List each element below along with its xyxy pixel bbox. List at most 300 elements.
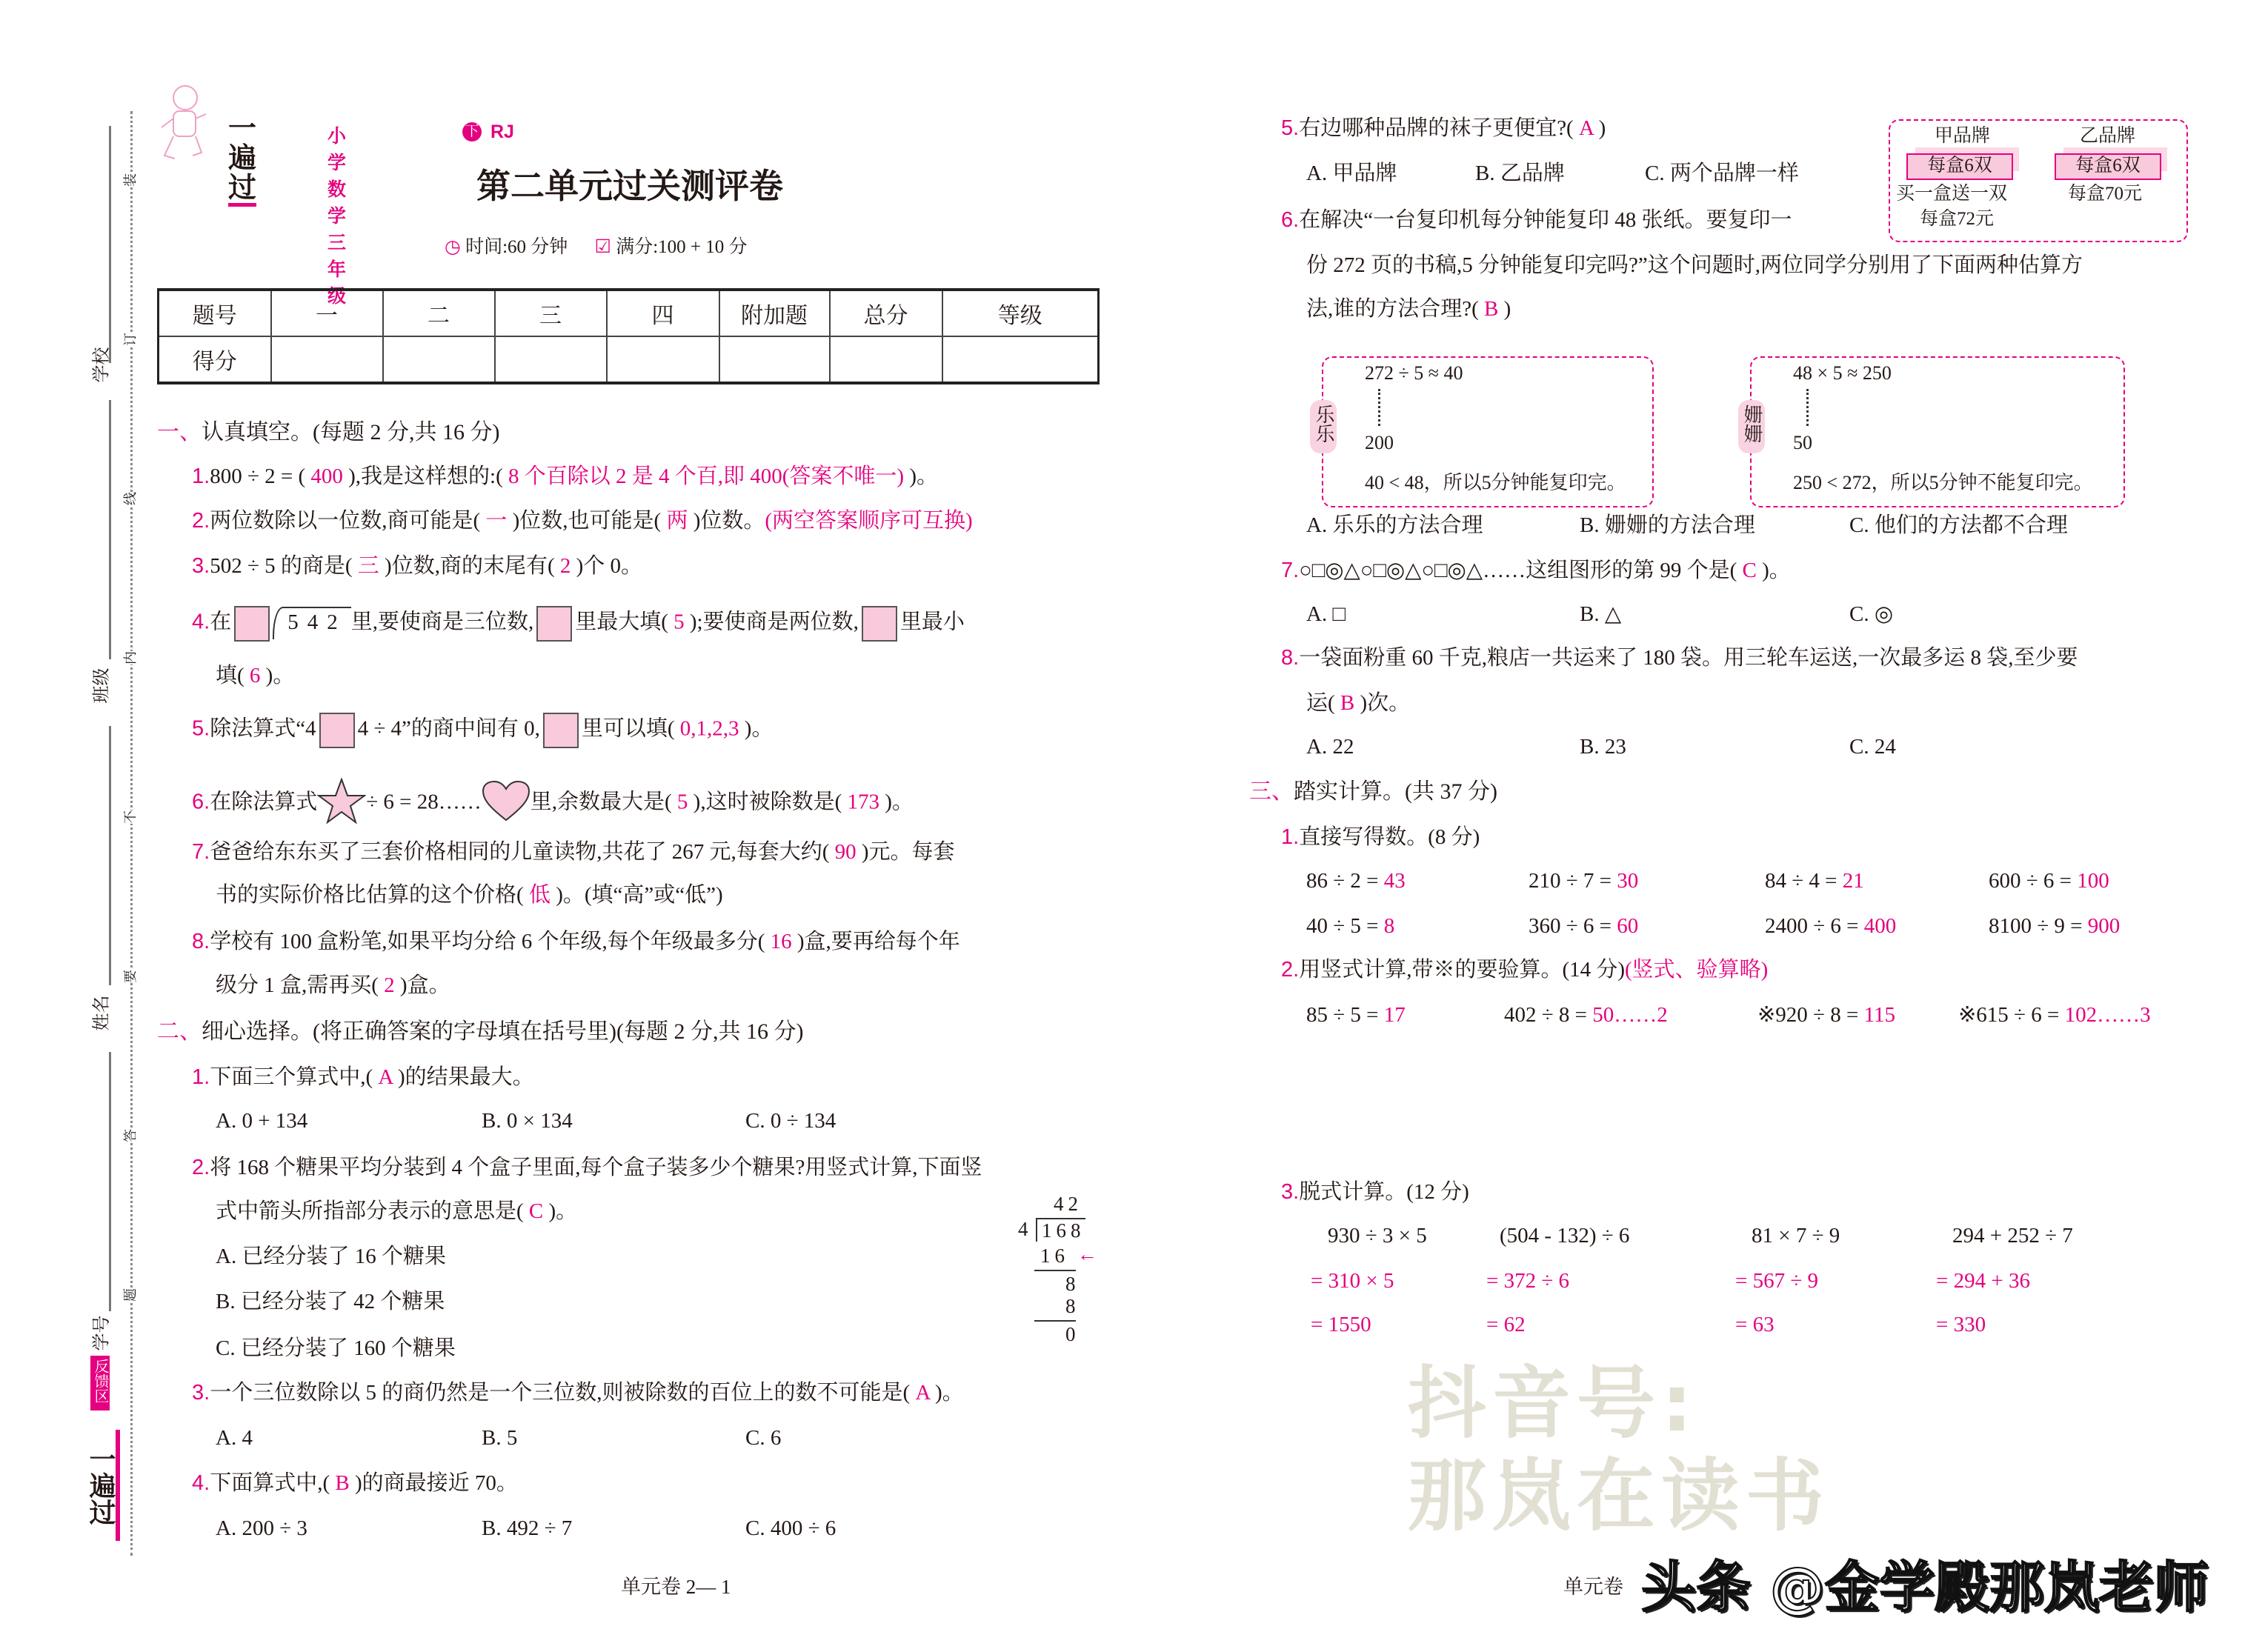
question-text: 右边哪种品牌的袜子更便宜?( — [1299, 116, 1579, 140]
option-c: C. 0 ÷ 134 — [745, 1109, 837, 1133]
question-text: )位数,商的末尾有( — [379, 554, 560, 578]
answer-text: A — [915, 1381, 930, 1405]
question-text: 里可以填( — [581, 716, 680, 741]
option-b: B. △ — [1580, 602, 1622, 626]
row-label: 得分 — [159, 336, 271, 383]
question-number: 4. — [192, 1471, 210, 1495]
s2-question-8-cont — [1306, 690, 1410, 716]
edition-label: RJ — [490, 121, 514, 142]
answer-text: 6 — [249, 664, 261, 687]
option-c: C. 他们的方法都不合理 — [1849, 513, 2068, 537]
answer-text: 17 — [1383, 1003, 1406, 1027]
answer-text: B — [1484, 297, 1499, 321]
section-number: 一、 — [157, 420, 202, 444]
question-text: 书的实际价格比估算的这个价格( — [216, 883, 529, 907]
name-label: 姓名 — [92, 995, 112, 1031]
method-box-shanshan — [1750, 356, 2125, 507]
answer-text: 400 — [310, 464, 343, 488]
question-text: 用竖式计算,带※的要验算。(14 分) — [1299, 958, 1626, 982]
binding-dashed-line — [130, 111, 133, 1556]
option-a: A. 4 — [216, 1426, 253, 1450]
section-title: 认真填空。(每题 2 分,共 16 分) — [202, 420, 500, 444]
option-b: B. 23 — [1580, 735, 1626, 759]
header-cell: 题号 — [159, 290, 271, 336]
question-number: 6. — [192, 790, 210, 814]
option-a: A. 已经分装了 16 个糖果 — [216, 1245, 446, 1268]
stepwise-expr: 930 ÷ 3 × 5 — [1328, 1224, 1427, 1248]
stepwise-step: = 372 ÷ 6 — [1486, 1269, 1570, 1293]
vertical-dots — [1806, 389, 1809, 426]
question-number: 7. — [192, 840, 210, 864]
brand-offer: 买一盒送一双 — [1896, 184, 2008, 204]
s2-question-6 — [1281, 207, 1792, 233]
section-title: 细心选择。(将正确答案的字母填在括号里)(每题 2 分,共 16 分) — [202, 1019, 804, 1044]
question-text: 级分 1 盒,需再买( — [216, 973, 385, 997]
question-text: 脱式计算。(12 分) — [1299, 1180, 1469, 1204]
question-text: 式中箭头所指部分表示的意思是( — [216, 1199, 529, 1223]
question-number: 5. — [192, 716, 210, 741]
s3-part-1 — [1281, 825, 1480, 850]
s1-question-1 — [192, 464, 938, 489]
binding-char: 装 — [120, 173, 139, 187]
question-text: )。(填“高”或“低”) — [550, 883, 723, 907]
question-text: 爸爸给东东买了三套价格相同的儿童读物,共花了 267 元,每套大约( — [210, 840, 835, 864]
section-3-heading — [1249, 779, 1497, 805]
oral-calc — [1765, 913, 1896, 939]
question-text: ※615 ÷ 6 = — [1958, 1003, 2065, 1027]
question-text: 两位数除以一位数,商可能是( — [210, 509, 486, 533]
page-title: 第二单元过关测评卷 — [476, 167, 783, 205]
answer-text: 60 — [1617, 914, 1639, 938]
stepwise-step: = 294 + 36 — [1936, 1269, 2030, 1293]
oral-calc — [1989, 913, 2120, 939]
option-b: B. 已经分装了 42 个糖果 — [216, 1290, 445, 1313]
term-badge: 下 — [462, 122, 482, 141]
question-text: 学校有 100 盒粉笔,如果平均分给 6 个年级,每个年级最多分( — [210, 930, 771, 953]
answer-text: A — [1578, 116, 1594, 140]
stepwise-step: = 310 × 5 — [1311, 1269, 1394, 1293]
brand-name: 一遍过 — [228, 114, 256, 207]
question-text: ),我是这样想的:( — [342, 464, 508, 488]
option-b: B. 5 — [482, 1426, 518, 1450]
answer-text: 173 — [847, 790, 879, 814]
s1-question-8 — [192, 929, 960, 954]
question-text: )位数,也可能是( — [507, 509, 667, 533]
stepwise-step: = 567 ÷ 9 — [1735, 1269, 1819, 1293]
answer-text: 50……2 — [1592, 1003, 1668, 1027]
blank-box — [234, 606, 270, 642]
answer-text: (竖式、验算略) — [1625, 958, 1769, 982]
blank-box — [543, 713, 579, 748]
question-text: 填( — [216, 664, 250, 687]
option-b: B. 492 ÷ 7 — [482, 1516, 573, 1540]
header-cell: 三 — [495, 290, 607, 336]
question-text: 在除法算式 — [210, 790, 318, 814]
brand-logo-text: 一遍过 — [86, 1445, 116, 1525]
astronaut-icon — [157, 81, 209, 163]
answer-text: B — [1340, 691, 1355, 715]
section-title: 踏实计算。(共 37 分) — [1294, 779, 1497, 804]
option-a: A. 200 ÷ 3 — [216, 1516, 307, 1540]
question-text: 4 ÷ 4”的商中间有 0, — [357, 716, 540, 741]
feedback-badge-text: 反馈区 — [92, 1359, 108, 1403]
option-c: C. 24 — [1849, 735, 1896, 759]
school-label: 学校 — [92, 347, 112, 383]
vertical-calc — [1757, 1002, 1895, 1027]
brand-price: 每盒70元 — [2068, 184, 2143, 204]
blank-box — [536, 606, 572, 642]
question-text: ○□◎△○□◎△○□◎△……这组图形的第 99 个是( — [1299, 559, 1743, 582]
stepwise-result: = 1550 — [1311, 1313, 1371, 1336]
question-text: 210 ÷ 7 = — [1529, 869, 1617, 893]
question-number: 5. — [1281, 116, 1300, 140]
stepwise-result: = 63 — [1735, 1313, 1775, 1336]
question-number: 2. — [1281, 958, 1300, 982]
s1-question-2 — [192, 508, 973, 533]
margin-line — [109, 1052, 111, 1311]
score-cell[interactable] — [830, 336, 942, 383]
question-text: 里,余数最大是( — [530, 790, 677, 814]
question-text: )个 0。 — [571, 554, 643, 578]
question-text: )。 — [929, 1381, 964, 1405]
question-text: 800 ÷ 2 = ( — [210, 464, 311, 488]
binding-char: 不 — [120, 810, 139, 824]
oral-calc — [1529, 913, 1638, 939]
answer-text: 21 — [1842, 869, 1864, 893]
s2-question-6-cont — [1306, 253, 2083, 278]
oral-calc — [1765, 868, 1864, 893]
s1-question-4 — [192, 606, 965, 642]
answer-text: 16 — [770, 930, 792, 953]
page-number-left: 单元卷 2— 1 — [621, 1576, 731, 1598]
s2-question-1 — [192, 1065, 534, 1090]
question-text: 直接写得数。(8 分) — [1299, 825, 1480, 849]
question-text: 86 ÷ 2 = — [1306, 869, 1384, 893]
division-quotient: 42 — [1054, 1193, 1082, 1215]
binding-char: 答 — [120, 1129, 139, 1142]
section-2-heading — [157, 1019, 803, 1045]
student-name: 姗姗 — [1741, 404, 1763, 443]
s2-question-2-cont — [216, 1199, 577, 1224]
oral-calc — [1306, 868, 1406, 893]
margin-line — [109, 400, 111, 659]
question-text: 法,谁的方法合理?( — [1306, 297, 1485, 321]
question-number: 4. — [192, 610, 210, 634]
page-number-right: 单元卷 — [1563, 1576, 1623, 1598]
header-cell: 一 — [271, 290, 383, 336]
question-text: )的商最接近 70。 — [349, 1471, 518, 1495]
answer-text: 90 — [834, 840, 857, 864]
answer-text: 43 — [1383, 869, 1406, 893]
answer-text: 5 — [676, 790, 688, 814]
question-text: )次。 — [1354, 691, 1411, 715]
stepwise-expr: (504 - 132) ÷ 6 — [1500, 1224, 1630, 1248]
score-cell[interactable] — [607, 336, 719, 383]
s1-question-6 — [192, 778, 914, 830]
question-text: 将 168 个糖果平均分装到 4 个盒子里面,每个盒子装多少个糖果?用竖式计算,下面竖 — [210, 1156, 982, 1179]
answer-text: 一 — [485, 509, 508, 533]
method-conclusion: 40 < 48，所以5分钟能复印完。 — [1365, 472, 1626, 493]
feedback-badge — [90, 1356, 110, 1410]
dividend-bracket: 542 — [273, 607, 351, 639]
long-division — [1015, 1193, 1104, 1348]
s2-question-5 — [1281, 116, 1606, 141]
s2-question-3 — [192, 1380, 964, 1405]
option-a: A. 22 — [1306, 735, 1354, 759]
student-number-label: 学号 — [92, 1315, 112, 1351]
answer-text: 115 — [1863, 1003, 1896, 1027]
product-box: 每盒6双 — [1906, 153, 2013, 180]
question-text: 40 ÷ 5 = — [1306, 914, 1384, 938]
option-c: C. 6 — [745, 1426, 782, 1450]
question-text: ) — [1593, 116, 1606, 140]
question-text: 84 ÷ 4 = — [1765, 869, 1843, 893]
method-expression: 48 × 5 ≈ 250 — [1793, 362, 1892, 384]
question-text: )元。每套 — [856, 840, 955, 864]
s2-question-6-cont2 — [1306, 296, 1511, 322]
class-label: 班级 — [92, 667, 112, 704]
question-text: 运( — [1306, 691, 1340, 715]
division-remainder: 0 — [1065, 1323, 1076, 1345]
s3-part-3 — [1281, 1179, 1469, 1205]
question-number: 3. — [1281, 1180, 1300, 1204]
option-a: A. 0 + 134 — [216, 1109, 308, 1133]
s1-question-5 — [192, 713, 773, 748]
binding-char: 线 — [120, 492, 139, 505]
vertical-dots — [1378, 389, 1380, 426]
section-1-heading — [157, 420, 499, 445]
answer-text: 0,1,2,3 — [679, 716, 739, 741]
question-number: 1. — [192, 1065, 210, 1089]
answer-text: 8 — [1383, 914, 1395, 938]
option-c: C. 400 ÷ 6 — [745, 1516, 837, 1540]
brand-name: 甲品牌 — [1935, 126, 1991, 146]
division-step: 8 — [1065, 1273, 1076, 1295]
answer-text: 5 — [673, 610, 685, 634]
s1-question-7-cont — [216, 882, 723, 907]
question-number: 1. — [1281, 825, 1300, 849]
question-number: 8. — [1281, 646, 1300, 670]
s2-question-2 — [192, 1155, 982, 1180]
question-text: ※920 ÷ 8 = — [1757, 1003, 1864, 1027]
score-cell[interactable] — [271, 336, 383, 383]
division-rule — [1034, 1270, 1076, 1271]
score-table-score-row — [159, 336, 1099, 383]
question-text: )的结果最大。 — [392, 1065, 534, 1089]
method-value: 200 — [1365, 432, 1394, 453]
oral-calc — [1529, 868, 1638, 893]
division-rule — [1034, 1320, 1076, 1322]
question-text: 除法算式“4 — [210, 716, 316, 741]
question-text: )。 — [1756, 559, 1791, 582]
question-text: 在解决“一台复印机每分钟能复印 48 张纸。要复印一 — [1299, 208, 1792, 232]
question-text: 里,要使商是三位数, — [350, 610, 534, 634]
student-label-lele — [1310, 400, 1337, 453]
student-name: 乐乐 — [1313, 404, 1334, 443]
question-number: 1. — [192, 464, 210, 488]
question-number: 2. — [192, 1156, 210, 1179]
score-cell[interactable] — [942, 336, 1099, 383]
option-c: C. ◎ — [1849, 602, 1894, 626]
question-text: 一个三位数除以 5 的商仍然是一个三位数,则被除数的百位上的数不可能是( — [210, 1381, 916, 1405]
question-text: ) — [1498, 297, 1511, 321]
watermark-line-1: 抖音号: — [1408, 1358, 1699, 1449]
score-cell[interactable] — [383, 336, 495, 383]
s2-question-7 — [1281, 558, 1791, 583]
question-text: )位数。 — [688, 509, 765, 533]
blank-box — [319, 713, 355, 748]
clock-icon: ◷ — [445, 237, 461, 257]
student-label-shanshan — [1738, 400, 1765, 453]
vertical-calc — [1306, 1002, 1406, 1027]
oral-calc — [1989, 868, 2109, 893]
score-cell[interactable] — [719, 336, 830, 383]
stepwise-expr: 294 + 252 ÷ 7 — [1952, 1224, 2073, 1248]
score-table — [157, 288, 1100, 384]
question-text: ÷ 6 = 28…… — [366, 790, 482, 814]
brand-logo-vertical — [83, 1430, 120, 1541]
s1-question-8-cont — [216, 973, 450, 998]
question-text: 在 — [210, 610, 232, 634]
section-number: 三、 — [1249, 779, 1294, 804]
answer-text: 30 — [1617, 869, 1639, 893]
question-text: 2400 ÷ 6 = — [1765, 914, 1864, 938]
question-text: 8100 ÷ 9 = — [1989, 914, 2088, 938]
series-name: 小学数学三年级 — [327, 125, 347, 307]
option-b: B. 姗姗的方法合理 — [1580, 513, 1755, 537]
option-b: B. 0 × 134 — [482, 1109, 573, 1133]
blank-box — [862, 606, 897, 642]
brand-price: 每盒72元 — [1920, 209, 1995, 229]
question-text: 下面算式中,( — [210, 1471, 336, 1495]
answer-text: 2 — [384, 973, 395, 997]
question-text: )。 — [739, 716, 774, 741]
division-divisor: 4 — [1018, 1218, 1028, 1240]
answer-text: 8 个百除以 2 是 4 个百,即 400(答案不唯一) — [508, 464, 905, 488]
division-dividend: 168 — [1036, 1218, 1085, 1242]
binding-char: 内 — [120, 651, 139, 665]
star-icon — [317, 778, 366, 830]
vertical-calc — [1958, 1002, 2151, 1027]
time-limit: 时间:60 分钟 — [465, 237, 568, 257]
question-text: 502 ÷ 5 的商是( — [210, 554, 358, 578]
full-score: 满分:100 + 10 分 — [616, 237, 748, 257]
exam-meta — [445, 236, 748, 259]
corner-watermark: 头条 @金学殿那岚老师 — [1641, 1556, 2209, 1619]
s1-question-7 — [192, 839, 955, 865]
s1-question-4-cont — [216, 663, 294, 688]
method-conclusion: 250 < 272，所以5分钟不能复印完。 — [1793, 472, 2093, 493]
answer-text: 三 — [357, 554, 379, 578]
vertical-calc — [1504, 1002, 1668, 1027]
answer-text: (两空答案顺序可互换) — [765, 509, 973, 533]
question-text: 下面三个算式中,( — [210, 1065, 379, 1089]
stepwise-result: = 330 — [1936, 1313, 1986, 1336]
answer-text: 100 — [2077, 869, 2109, 893]
header-cell: 四 — [607, 290, 719, 336]
answer-text: 两 — [666, 509, 688, 533]
question-text: 里最小 — [899, 610, 965, 634]
option-a: A. 乐乐的方法合理 — [1306, 513, 1483, 537]
answer-text: C — [1742, 559, 1757, 582]
method-box-lele — [1322, 356, 1654, 507]
margin-line — [109, 126, 111, 363]
answer-text: C — [528, 1199, 544, 1223]
header-cell: 总分 — [830, 290, 942, 336]
question-number: 6. — [1281, 208, 1300, 232]
score-cell[interactable] — [495, 336, 607, 383]
option-c: C. 已经分装了 160 个糖果 — [216, 1336, 456, 1360]
heart-icon — [482, 780, 531, 827]
binding-char: 订 — [120, 333, 139, 346]
division-step: 16 — [1040, 1245, 1069, 1267]
answer-text: A — [378, 1065, 393, 1089]
brand-name: 乙品牌 — [2080, 126, 2136, 146]
question-text: )。 — [904, 464, 938, 488]
question-number: 3. — [192, 554, 210, 578]
answer-text: 2 — [559, 554, 571, 578]
answer-text: 102……3 — [2064, 1003, 2151, 1027]
question-text: 一袋面粉重 60 千克,粮店一共运来了 180 袋。用三轮车运送,一次最多运 8 袋,至少要 — [1299, 646, 2078, 670]
question-number: 3. — [192, 1381, 210, 1405]
question-text: 里最大填( — [575, 610, 674, 634]
check-icon: ☑ — [594, 237, 611, 257]
s2-question-8 — [1281, 645, 2078, 670]
margin-line — [109, 726, 111, 985]
sock-brands-box — [1889, 119, 2188, 242]
method-expression: 272 ÷ 5 ≈ 40 — [1365, 362, 1463, 384]
score-table-header-row — [159, 290, 1099, 336]
option-a: A. 甲品牌 — [1306, 161, 1397, 185]
division-step: 8 — [1065, 1295, 1076, 1317]
question-text: )。 — [543, 1199, 578, 1223]
binding-char: 题 — [120, 1288, 139, 1302]
product-box: 每盒6双 — [2055, 153, 2161, 180]
method-value: 50 — [1793, 432, 1812, 453]
header-cell: 等级 — [942, 290, 1099, 336]
answer-text: B — [335, 1471, 350, 1495]
option-c: C. 两个品牌一样 — [1645, 161, 1799, 185]
question-text: )盒。 — [394, 973, 450, 997]
section-number: 二、 — [157, 1019, 202, 1044]
question-number: 8. — [192, 930, 210, 953]
question-text: 402 ÷ 8 = — [1504, 1003, 1593, 1027]
s3-part-2 — [1281, 957, 1768, 982]
answer-text: 900 — [2087, 914, 2121, 938]
s2-question-4 — [192, 1471, 518, 1496]
oral-calc — [1306, 913, 1394, 939]
question-number: 7. — [1281, 559, 1300, 582]
option-b: B. 乙品牌 — [1475, 161, 1565, 185]
stepwise-expr: 81 × 7 ÷ 9 — [1752, 1224, 1840, 1248]
question-text: );要使商是两位数, — [684, 610, 859, 634]
stepwise-result: = 62 — [1486, 1313, 1526, 1336]
header-cell: 二 — [383, 290, 495, 336]
question-number: 2. — [192, 509, 210, 533]
arrow-left-icon: ← — [1077, 1243, 1097, 1265]
question-text: 份 272 页的书稿,5 分钟能复印完吗?”这个问题时,两位同学分别用了下面两种估算方 — [1306, 253, 2083, 277]
answer-text: 低 — [528, 883, 551, 907]
option-a: A. □ — [1306, 602, 1346, 626]
question-text: )盒,要再给每个年 — [791, 930, 960, 953]
question-text: ),这时被除数是( — [688, 790, 848, 814]
answer-text: 400 — [1863, 914, 1897, 938]
s1-question-3 — [192, 553, 642, 579]
binding-char: 要 — [120, 970, 139, 983]
question-text: 85 ÷ 5 = — [1306, 1003, 1384, 1027]
question-text: )。 — [879, 790, 914, 814]
question-text: 600 ÷ 6 = — [1989, 869, 2078, 893]
